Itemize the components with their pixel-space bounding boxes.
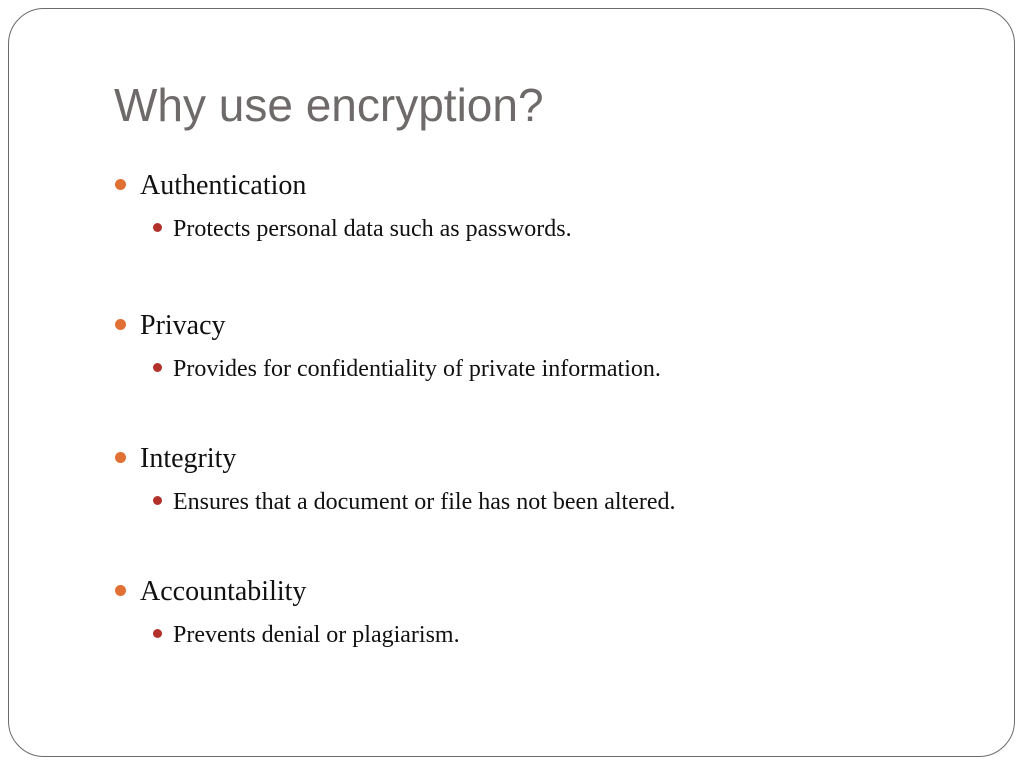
bullet-heading: Accountability [140,576,307,607]
bullet-detail: Prevents denial or plagiarism. [173,622,460,648]
sub-bullet-dot-icon [153,223,162,232]
bullet-dot-icon [115,585,126,596]
slide-title: Why use encryption? [114,79,544,131]
sub-bullet-dot-icon [153,496,162,505]
bullet-heading: Privacy [140,310,226,341]
bullet-heading: Integrity [140,443,237,474]
bullet-detail: Ensures that a document or file has not been altered. [173,489,676,515]
bullet-dot-icon [115,319,126,330]
sub-bullet-dot-icon [153,363,162,372]
bullet-dot-icon [115,179,126,190]
bullet-dot-icon [115,452,126,463]
bullet-heading: Authentication [140,170,307,201]
bullet-detail: Protects personal data such as passwords. [173,216,572,242]
sub-bullet-dot-icon [153,629,162,638]
bullet-detail: Provides for confidentiality of private information. [173,356,661,382]
